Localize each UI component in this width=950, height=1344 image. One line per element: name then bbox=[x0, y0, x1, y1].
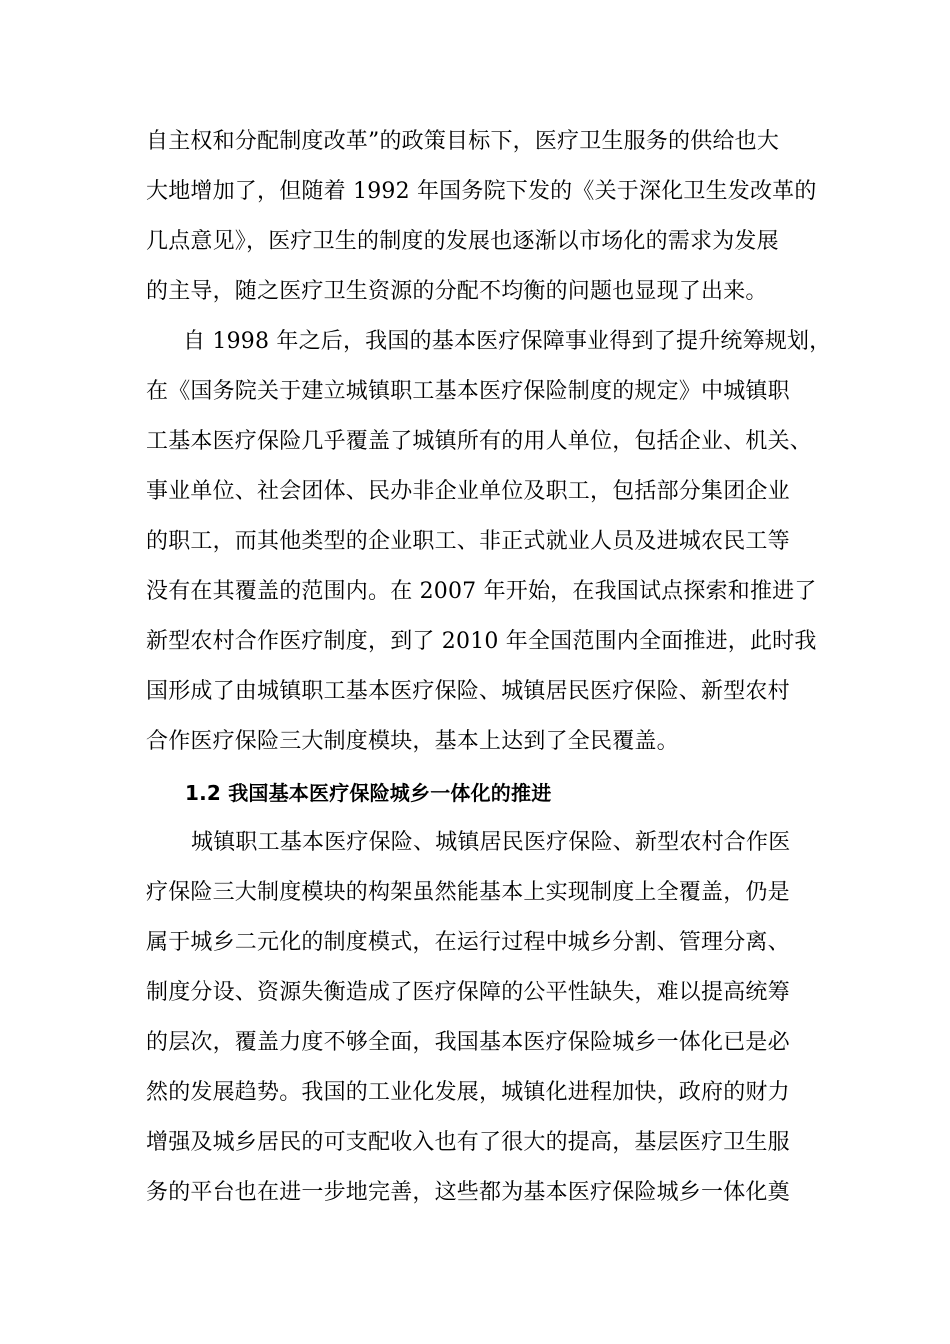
paragraph-3-line-4: 制度分设、资源失衡造成了医疗保障的公平性缺失，难以提高统筹 bbox=[146, 980, 790, 1005]
section-heading: 1.2 我国基本医疗保险城乡一体化的推进 bbox=[185, 781, 552, 805]
paragraph-1-line-2: 大地增加了，但随着 1992 年国务院下发的《关于深化卫生发改革的 bbox=[146, 179, 817, 204]
paragraph-3-line-6: 然的发展趋势。我国的工业化发展，城镇化进程加快，政府的财力 bbox=[146, 1080, 790, 1105]
paragraph-2-line-9: 合作医疗保险三大制度模块，基本上达到了全民覆盖。 bbox=[146, 729, 679, 754]
paragraph-1-line-3: 几点意见》，医疗卫生的制度的发展也逐渐以市场化的需求为发展 bbox=[146, 229, 779, 254]
paragraph-3-line-3: 属于城乡二元化的制度模式，在运行过程中城乡分割、管理分离、 bbox=[146, 930, 790, 955]
paragraph-2-line-7: 新型农村合作医疗制度，到了 2010 年全国范围内全面推进，此时我 bbox=[146, 629, 817, 654]
paragraph-1-line-4: 的主导，随之医疗卫生资源的分配不均衡的问题也显现了出来。 bbox=[146, 279, 768, 304]
paragraph-2-line-3: 工基本医疗保险几乎覆盖了城镇所有的用人单位，包括企业、机关、 bbox=[146, 429, 813, 454]
paragraph-3-line-5: 的层次，覆盖力度不够全面，我国基本医疗保险城乡一体化已是必 bbox=[146, 1030, 790, 1055]
paragraph-3-line-1: 城镇职工基本医疗保险、城镇居民医疗保险、新型农村合作医 bbox=[191, 830, 791, 855]
paragraph-2-line-1: 自 1998 年之后，我国的基本医疗保障事业得到了提升统筹规划， bbox=[183, 329, 832, 354]
paragraph-1-line-1: 自主权和分配制度改革”的政策目标下，医疗卫生服务的供给也大 bbox=[146, 129, 780, 154]
paragraph-2-line-4: 事业单位、社会团体、民办非企业单位及职工，包括部分集团企业 bbox=[146, 479, 790, 504]
paragraph-2-line-8: 国形成了由城镇职工基本医疗保险、城镇居民医疗保险、新型农村 bbox=[146, 679, 790, 704]
paragraph-3-line-8: 务的平台也在进一步地完善，这些都为基本医疗保险城乡一体化奠 bbox=[146, 1180, 790, 1205]
paragraph-3-line-2: 疗保险三大制度模块的构架虽然能基本上实现制度上全覆盖，仍是 bbox=[146, 880, 790, 905]
paragraph-2-line-2: 在《国务院关于建立城镇职工基本医疗保险制度的规定》中城镇职 bbox=[146, 379, 790, 404]
paragraph-3-line-7: 增强及城乡居民的可支配收入也有了很大的提高，基层医疗卫生服 bbox=[146, 1130, 790, 1155]
paragraph-2-line-6: 没有在其覆盖的范围内。在 2007 年开始，在我国试点探索和推进了 bbox=[146, 579, 817, 604]
paragraph-2-line-5: 的职工，而其他类型的企业职工、非正式就业人员及进城农民工等 bbox=[146, 529, 790, 554]
